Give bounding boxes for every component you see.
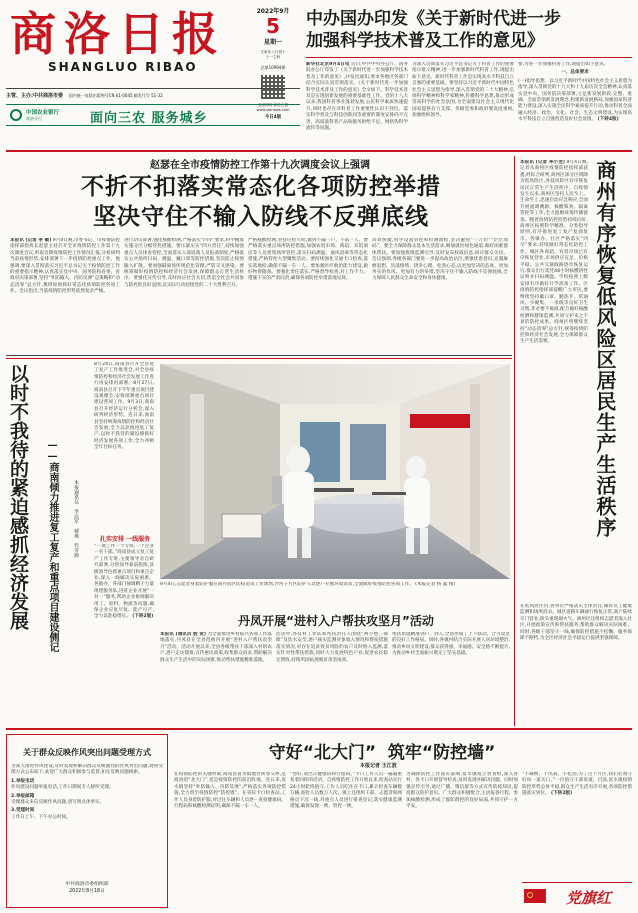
left-feature-headline: 以时不我待的紧迫感抓经济发展 xyxy=(7,364,29,630)
bank-slogan: 面向三农 服务城乡 xyxy=(90,111,208,126)
bank-ad xyxy=(6,104,300,126)
main-story-col-2: 进行动员部署,强化核酸检测,严格落实“四早”要求,科学精准实施分区分级管控措施。要压紧压实“四方责任”,持续加强重点人员排查管控,全面落实入商返商人员报备制度,严格落实公共场所扫码、测温、戴口罩等防控措施,坚决防止疫情输入扩散。要加强隔离场所规范化管理,严防交叉感染。要统筹做好疫情防控和经济社会发展,保障群众正常生活秩序。要强化宣传引导,及时回应社会关切,营造全社会共同参与防控的良好氛围,以实际行动迎接党的二十大胜利召开。 xyxy=(124,238,244,288)
notice-item-1: 1.举报电话 xyxy=(11,778,35,784)
photo-credit: (本报记者 杨 鑫 摄) xyxy=(415,582,456,587)
left-feature-continued[interactable]: (下转2版) xyxy=(132,614,154,620)
site-line: 登录网站 商洛之窗 xyxy=(258,103,288,107)
left-feature-col-2: “一项工作一个专班,一个企业一名干部。”商南县成立复工复产工作专班,主要领导亲自研究部署,分管领导靠前指挥,县级领导包抓重点项目和重点企业,深入一线解决实际困难。各镇办、各部门抽调精干力量组建服务队,进驻企业开展“一对一”服务,帮助企业协调解决用工、原料、物流等问题,确保企业应复尽复、能产尽产,全力以赴稳增长。 (下转2版) xyxy=(94,544,154,620)
main-story-col-1: 本报讯 (记者 李 敏) 9月4日晚,市委书记、市疫情防控指挥部指挥长赵瑟主持召开全市疫情防控工作第十九次调度会议,听取近期疫情防控工作情况汇报,分析研判当前疫情形势,安排部署下一步疫情防控重点工作。他强调,要深入贯彻落实习近平总书记关于疫情防控工作的重要指示精神,认真落实党中央、国务院和省委、省政府决策部署,坚持“外防输入、内防反弹”总策略和“动态清零”总方针,慎终如始抓好常态化疫情防控各项工作。会议指出,当前疫情防控形势依然复杂严峻。 xyxy=(10,238,120,295)
bottom-story-col-1: 在疫情防控的关键时期,商南县富水镇地处陕鄂交界,是商洛的“北大门”,也是疫情防控的前沿阵地。连日来,富水镇坚持“外防输入、内防反弹”,严格落实各项防控措施,全力筑牢疫情防控“防控墙”。在省际卡口检查站,工作人员身着防护服,对过往车辆和人员逐一查验健康码、行程码和核酸检测证明,确保不漏一车一人。 xyxy=(174,772,286,810)
bottom-story-col-4: “不麻痹、不厌战、不松劲,为了这个片区,我们必须守好每一道关口。”一位值守干部说道。目前,富水镇疫情防控形势总体平稳,群众生产生活有序开展,各项防控措施落实到位。 (下转2版) xyxy=(522,772,632,797)
danfeng-col-1: 本报讯 (通讯员 殷 贺) 为全面推进乡村振兴各项工作落地落实,丹凤县在全县范围内开展“进村入户帮扶攻坚月”活动。活动开展以来,全县各级帮扶干部深入村组农户,逐户走访摸排,宣传惠民政策,收集群众诉求,帮助解决群众生产生活中的实际困难,推动帮扶措施精准落地。 xyxy=(160,632,272,663)
logo-artwork xyxy=(6,6,246,58)
top-story-section-head: 一、总体要求 xyxy=(561,70,589,76)
section-rule-2 xyxy=(6,355,512,356)
bottom-story-title: 守好“北大门” 筑牢“防控墙” xyxy=(268,743,496,763)
bottom-story-byline: 本报记者 王江波 xyxy=(360,763,397,769)
section-rule-1 xyxy=(6,150,632,152)
qr-code-icon xyxy=(261,75,285,99)
publisher-line: 主管、主办:中共商洛市委 国内统一连续出版物号CN 61-0045 邮发代号 51-32 xyxy=(6,93,163,99)
masthead-logo xyxy=(6,6,246,58)
right-column-headline: 商州有序恢复低风险区居民生产生活秩序 xyxy=(593,160,617,538)
bank-name: 中国农业银行 xyxy=(26,110,60,116)
top-story-col-3: 要,为进一步加强科普工作,现提出如下意见。 一、总体要求 (一)指导思想。以习近平新时代中国特色社会主义思想为指导,深入贯彻党的十九大和十九届历次全会精神,认真落实党中央、国务院决策部署,立足新发展阶段,完整、准确、全面贯彻新发展理念,构建新发展格局,加强国家科普能力建设,深入实施全民科学素质提升行动,推动科普全面融入经济、政治、文化、社会、生态文明建设,为实现高水平科技自立自强营造良好社会氛围。 (下转4版) xyxy=(518,62,632,123)
date-weekday: 星期一 xyxy=(263,39,282,46)
right-column-divider xyxy=(514,156,515,726)
main-story-headline: 不折不扣落实常态化各项防控举措 坚决守住不输入防线不反弹底线 xyxy=(81,174,441,230)
left-feature-col-1: 8月24日,商南县召开全县复工复产工作推进会,对全县疫情防控和经济社会发展工作进行再安排再部署。8月27日,商南县召开下半年重点项目建设观摩会,安排部署重点项目建设各项工作。9月3日,商南县召开经济运行分析会,深入研判经济形势。连日来,商南县坚持统筹疫情防控和经济社会发展,全力以赴推进复工复产,以时不我待的紧迫感抓好经济发展各项工作,全力冲刺全年目标任务。 xyxy=(94,362,154,451)
photo-caption: 9月4日,志愿者身着防护服在商丹园区防疫消杀工作现场,沙河子片区防护人员逐户开展环境消杀,全面做好疫情防控各项工作。 (本报记者 杨 鑫 摄) xyxy=(160,582,456,587)
bottom-story-col-3: 为确保防控工作落实落细,富水镇成立督查组,深入各村、各卡口开展督导检查,及时发现并解决问题。同时加强宣传引导,通过广播、微信群等方式宣传防疫知识,提高群众防护意识。广大群众积极配合,主动报备行程、参加核酸检测,形成了群防群控的良好局面,共同守护一方平安。 xyxy=(406,772,518,810)
disinfection-photo-artwork xyxy=(160,364,510,579)
news-photo xyxy=(160,364,510,579)
danfeng-col-2: 活动中,各驻村工作队和帮扶责任人围绕“两不愁三保障”及饮水安全,逐户核实监测对象收入情况和帮扶措施落实情况,对存在返贫致贫风险的农户及时纳入监测,落实针对性帮扶措施,同时大力发展特色产业,促进农民稳定增收,持续巩固拓展脱贫攻坚成果。 xyxy=(276,632,388,663)
masthead-pinyin: SHANGLUO RIBAO xyxy=(48,60,198,74)
main-story-kicker: 赵瑟在全市疫情防控工作第十九次调度会议上强调 xyxy=(150,160,370,171)
notice-item-2: 2.举报邮箱 xyxy=(11,793,35,799)
date-day: 5 xyxy=(266,14,280,38)
top-story-col-1: 新华社北京9月4日电 近日,中共中央办公厅、国务院办公厅印发了《关于新时代进一步加强科学技术普及工作的意见》,并发出通知,要求各地区各部门结合实际认真贯彻落实。《关于新时代进一步加强科学技术普及工作的意见》全文如下。科学技术普及是实现创新发展的重要基础性工作。党的十八大以来,我国科普事业蓬勃发展,公民科学素质快速提升,同时也存在对科普工作重要性认识不到位、落实科学普及与科技创新同等重要的制度安排尚不完善、高质量科普产品和服务供给不足、网络伪科学流传等问题。 xyxy=(306,62,408,132)
left-feature-byline: 本报通讯员 李远军 郝燕 代雪源 xyxy=(73,480,78,558)
danfeng-col-3: 帮扶措施精准到户、到人,全县形成了上下联动、合力攻坚的良好工作格局。同时,各镇村结合实际开展人居环境整治,推动乡风文明建设,群众获得感、幸福感、安全感不断提升,为推动乡村全面振兴奠定了坚实基础。 xyxy=(392,632,510,657)
danfeng-title: 丹凤开展“进村入户帮扶攻坚月”活动 xyxy=(238,614,434,628)
notice-title: 关于群众反映作风突出问题受理方式 xyxy=(23,748,151,757)
issue-number: 总第10994期 xyxy=(260,65,286,70)
date-line: 2022年9月 xyxy=(256,8,290,15)
bottom-story-continued[interactable]: (下转2版) xyxy=(551,791,573,797)
notice-body: 为深入推进作风建设,及时发现和解决群众反映强烈的作风突出问题,现将受理方式公布如下,欢迎广大群众积极参与监督,如实反映问题线索。 1.举报电话 作风建设问题举报电话,工作日期间专人接听受理。 2.举报邮箱 受理群众来信反映作风问题,请写明具体事实。 3.受理时间 工作日上午、下午办公时间。 xyxy=(11,764,163,820)
left-feature-section-1: 扎实安排 一线服务 xyxy=(100,536,151,543)
main-story-col-3: 严格核酸检测,坚持应检尽检,做到不漏一户、不落一人。要严格落实重点场所防控措施,加强农贸市场、商超、宾馆酒店等人员密集场所管控,落实扫码测温、通风消毒等常态化措施,严格管控大型聚集活动。要持续强化交通卡口检查,落实落地检,确保不漏一车一人。要加强医疗救治能力建设,做好物资储备。要强化责任落实,严格督导检查,对工作不力、措施不实的严肃问责,确保各项防控举措落地见效。 xyxy=(248,238,368,282)
svg-text:商洛日报: 商洛日报 xyxy=(10,7,226,58)
notice-box xyxy=(6,734,168,908)
party-banner xyxy=(522,882,632,908)
bottom-story-col-2: “您好,请出示健康码和行程码。”卡口工作人员一遍遍重复着同样的话语。自疫情防控工作开展以来,检查站实行24小时轮班值守,工作人员吃住在卡口,累计检查车辆数万辆,查验人员数万人次。镇上还组织干部、志愿者和网格员下沉一线,对重点人员进行排查登记,落实健康监测措施,确保发现一例、管控一例。 xyxy=(290,772,402,810)
bank-sub: 商洛分行 xyxy=(26,116,42,121)
top-story-col-2: 为深入贯彻落实习近平总书记关于科普工作的重要指示批示精神,进一步加强新时代科普工作,现提出如下意见。新时代科普工作是实现高水平科技自立自强的重要基础。要坚持以习近平新时代中国特色社会主义思想为指导,深入贯彻党的二十大精神,弘扬科学精神和科学家精神,传播科学思想,推动形成崇尚科学的社会氛围,为全面建设社会主义现代化国家提供有力支撑。各级党委和政府要高度重视,加强组织领导。 xyxy=(412,62,514,119)
right-column-col-2: 在低风险区内,各单位严格落实主体责任,做好员工健康监测和场所消杀。城区道路车辆通行恢复正常,商户陆续开门营业,街头重现烟火气。商州区还组织志愿者深入社区,开展政策宣传和帮扶服务,帮助群众解决实际困难。同时,各级干部坚守一线,确保防控措施不松懈、服务保障不断档,为全区经济社会平稳运行提供坚强保障。 xyxy=(520,604,632,642)
notice-footer-2: 2022年8月18日 xyxy=(69,889,105,894)
right-column-col-1: 本报讯 (记者 李小龙) 9月4日晚,记者从商州区疫情防控指挥部获悉,经综合研判,商州区部分区域降为低风险区,各低风险区有序恢复居民正常生产生活秩序。自疫情发生以来,商州区坚持人民至上、生命至上,迅速启动应急响应,全面开展流调溯源、核酸筛查、隔离管控等工作,全力阻断疫情传播链条。随着疫情防控形势持续向好,商州区按照科学精准、分类指导原则,有序推进复工复产复商复市。各镇办、社区严格落实“四早”要求,持续做好常态化防控工作。城区各商超、农贸市场已有序恢复营业,市场供应充足、价格平稳。公共交通线路逐步恢复运行,群众出行需凭48小时核酸阴性证明并扫码测温。学校按照上级安排有序做好开学准备工作。区疫情防控指挥部提醒广大市民,要继续坚持戴口罩、勤洗手、常通风、少聚集、一米线等良好卫生习惯,非必要不离商,配合做好核酸检测和健康监测,共同守护来之不易的防控成果。商州区将继续坚持“动态清零”总方针,统筹疫情防控和经济社会发展,全力保障群众生产生活需要。 xyxy=(520,160,588,345)
feature-rule xyxy=(6,358,512,359)
lunar-line-2: 十一立秋 xyxy=(265,55,281,59)
party-flag-icon xyxy=(524,889,546,903)
top-story-title: 中办国办印发《关于新时代进一步 加强科学技术普及工作的意见》 xyxy=(306,9,561,51)
section-rule-3 xyxy=(6,728,632,730)
party-banner-label: 党旗红 xyxy=(566,889,612,907)
notice-footer-1: 中共商洛市委组织部 xyxy=(65,882,109,887)
left-feature-subhead: ——商南倾力推进复工复产和重点项目建设侧记 xyxy=(47,440,58,652)
top-story-continued[interactable]: (下转4版) xyxy=(597,117,619,123)
issue-pages: 今日4版 xyxy=(264,115,282,120)
main-story-col-4: 高效快捷,科学设置管控和检测流程,坚决避免“一刀切”“层层加码”。要全力保障群众基本生活需求,畅通就医绿色通道,做好困难群体帮扶。要加强舆情监测引导,及时发布权威信息,回应群众关切。会议强调,各级各部门要进一步提高政治站位,增强忧患意识,克服麻痹思想、厌战情绪、侥幸心理、松劲心态,以更加坚决的态度、更加务实的作风、更加有力的举措,坚决守住不输入防线不反弹底线,全力保障人民群众生命安全和身体健康。 xyxy=(372,238,508,282)
masthead-rule xyxy=(6,88,300,89)
notice-item-3: 3.受理时间 xyxy=(11,808,35,814)
bank-logo-icon xyxy=(10,109,22,121)
cn-line: 国内统一连续出版物号CN 61-0045 邮发代号 51-32 xyxy=(68,93,163,98)
site-url[interactable]: www.sldnews.com xyxy=(256,108,290,112)
lunar-line-1: 壬寅年八月初十 xyxy=(260,50,286,54)
top-story-rule xyxy=(306,57,632,58)
